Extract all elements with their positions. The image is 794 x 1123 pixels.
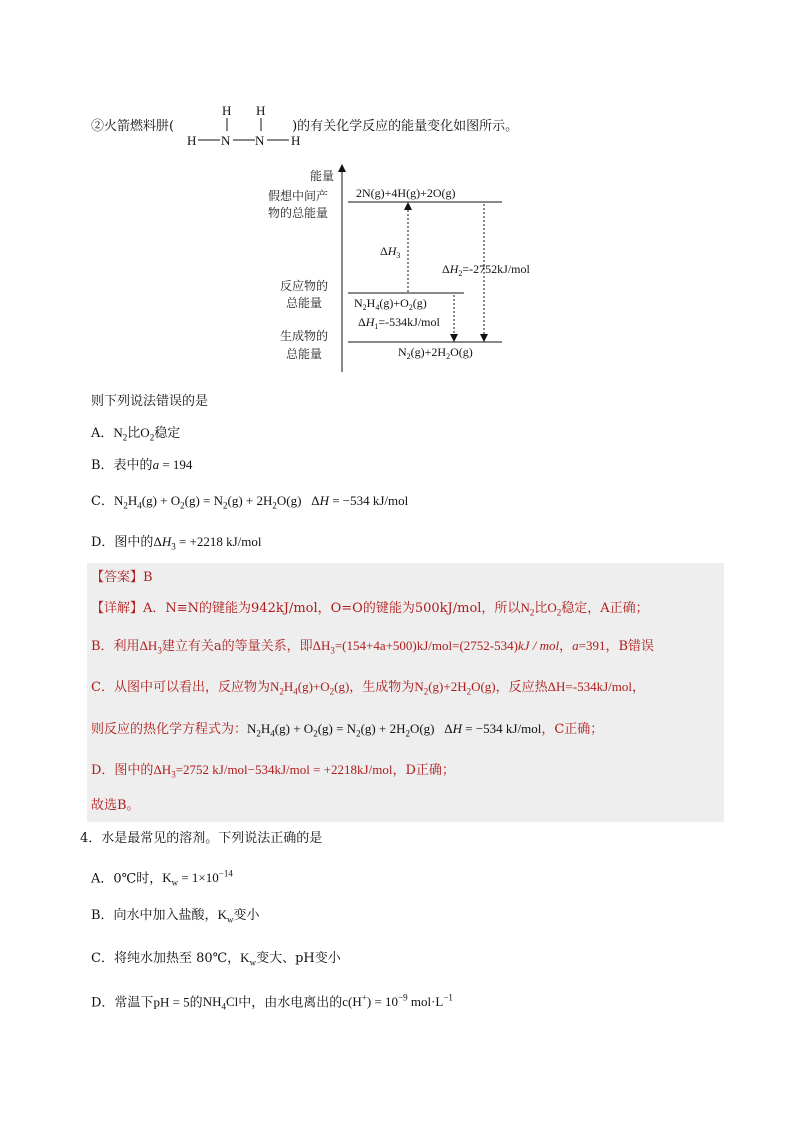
q4-option-d[interactable]: D．常温下pH = 5的$NH_4Cl$中，由水电离出的$c(H^+) = 10^{-9}$ $mol\cdot L^{-1}$ <box>91 993 453 1012</box>
atom-n-right: N <box>255 133 265 148</box>
label-bot-1: 生成物的 <box>280 329 329 343</box>
energy-diagram <box>262 162 562 377</box>
detail-d: D．图中的$\Delta H_3=2752$ kJ/mol−534kJ/mol = +2218kJ/mol，D正确； <box>91 762 455 780</box>
option-a[interactable]: A．$N_2$比$O_2$稳定 <box>91 425 181 443</box>
detail-c2: 则反应的热化学方程式为：$N_2H_4(g) + O_2(g) = N_2(g) + 2H_2O(g) \Delta H = -534$ kJ/mol，C正确； <box>91 721 604 739</box>
option-c[interactable]: C．$N_2H_4(g) + O_2(g) = N_2(g) + 2H_2O(g) \Delta H = -534$ kJ/mol <box>91 493 409 511</box>
label-mid-1: 反应物的 <box>280 279 329 293</box>
q4-stem: 4．水是最常见的溶剂。下列说法正确的是 <box>80 831 323 846</box>
atom-h-right: H <box>291 133 301 148</box>
label-top-1: 假想中间产 <box>268 189 329 203</box>
intro-suffix: )的有关化学反应的能量变化如图所示。 <box>292 119 519 134</box>
label-bot-2: 总能量 <box>286 347 323 361</box>
atom-n-left: N <box>221 133 231 148</box>
detail-a: 【详解】A．N≡N的键能为942kJ/mol，O=O的键能为500kJ/mol，所以$N_2$比$O_2$稳定，A正确； <box>91 600 649 618</box>
detail-c1: C．从图中可以看出，反应物为$N_2H_4(g)+O_2(g)$，生成物为$N_2(g)+2H_2O(g)$，反应热ΔH=-534kJ/mol， <box>91 679 645 697</box>
label-dh3: $\Delta H_3$ <box>380 244 401 260</box>
axis-label-energy: 能量 <box>310 169 335 183</box>
label-mid-2: 总能量 <box>286 296 323 310</box>
species-bot: $N_2(g)+2H_2O(g)$ <box>398 345 473 361</box>
option-b[interactable]: B．表中的a = 194 <box>91 457 193 473</box>
q4-option-a[interactable]: A．0℃时，$K_w = 1\times 10^{-14}$ <box>91 869 233 888</box>
species-mid: $N_2H_4(g)+O_2(g)$ <box>354 296 427 312</box>
label-dh1: $\Delta H_1=-534kJ$/mol <box>358 315 440 331</box>
q4-option-b[interactable]: B．向水中加入盐酸，$K_w$变小 <box>91 907 260 925</box>
detail-b: B．利用$\Delta H_3$建立有关a的等量关系，即$\Delta H_3=(154+4a+500)kJ/mol=(2752-534)kJ$ / mol，a=391，B错误 <box>91 638 655 656</box>
conclusion: 故选B。 <box>91 798 140 813</box>
answer-line: 【答案】B <box>91 570 153 585</box>
intro-prefix: ②火箭燃料肼( <box>91 119 175 134</box>
label-top-2: 物的总能量 <box>268 206 329 220</box>
atom-h-left: H <box>187 133 197 148</box>
option-d[interactable]: D．图中的$\Delta H_3 = +2218$ kJ/mol <box>91 534 262 552</box>
q3-stem: 则下列说法错误的是 <box>91 394 209 409</box>
species-top: 2N(g)+4H(g)+2O(g) <box>356 186 456 200</box>
label-dh2: $\Delta H_2=-2752kJ$/mol <box>442 262 530 278</box>
hydrazine-structure <box>185 100 310 150</box>
atom-h-top-left: H <box>222 103 232 118</box>
atom-h-top-right: H <box>256 103 266 118</box>
q4-option-c[interactable]: C．将纯水加热至 80℃，$K_w$变大、pH变小 <box>91 950 341 968</box>
